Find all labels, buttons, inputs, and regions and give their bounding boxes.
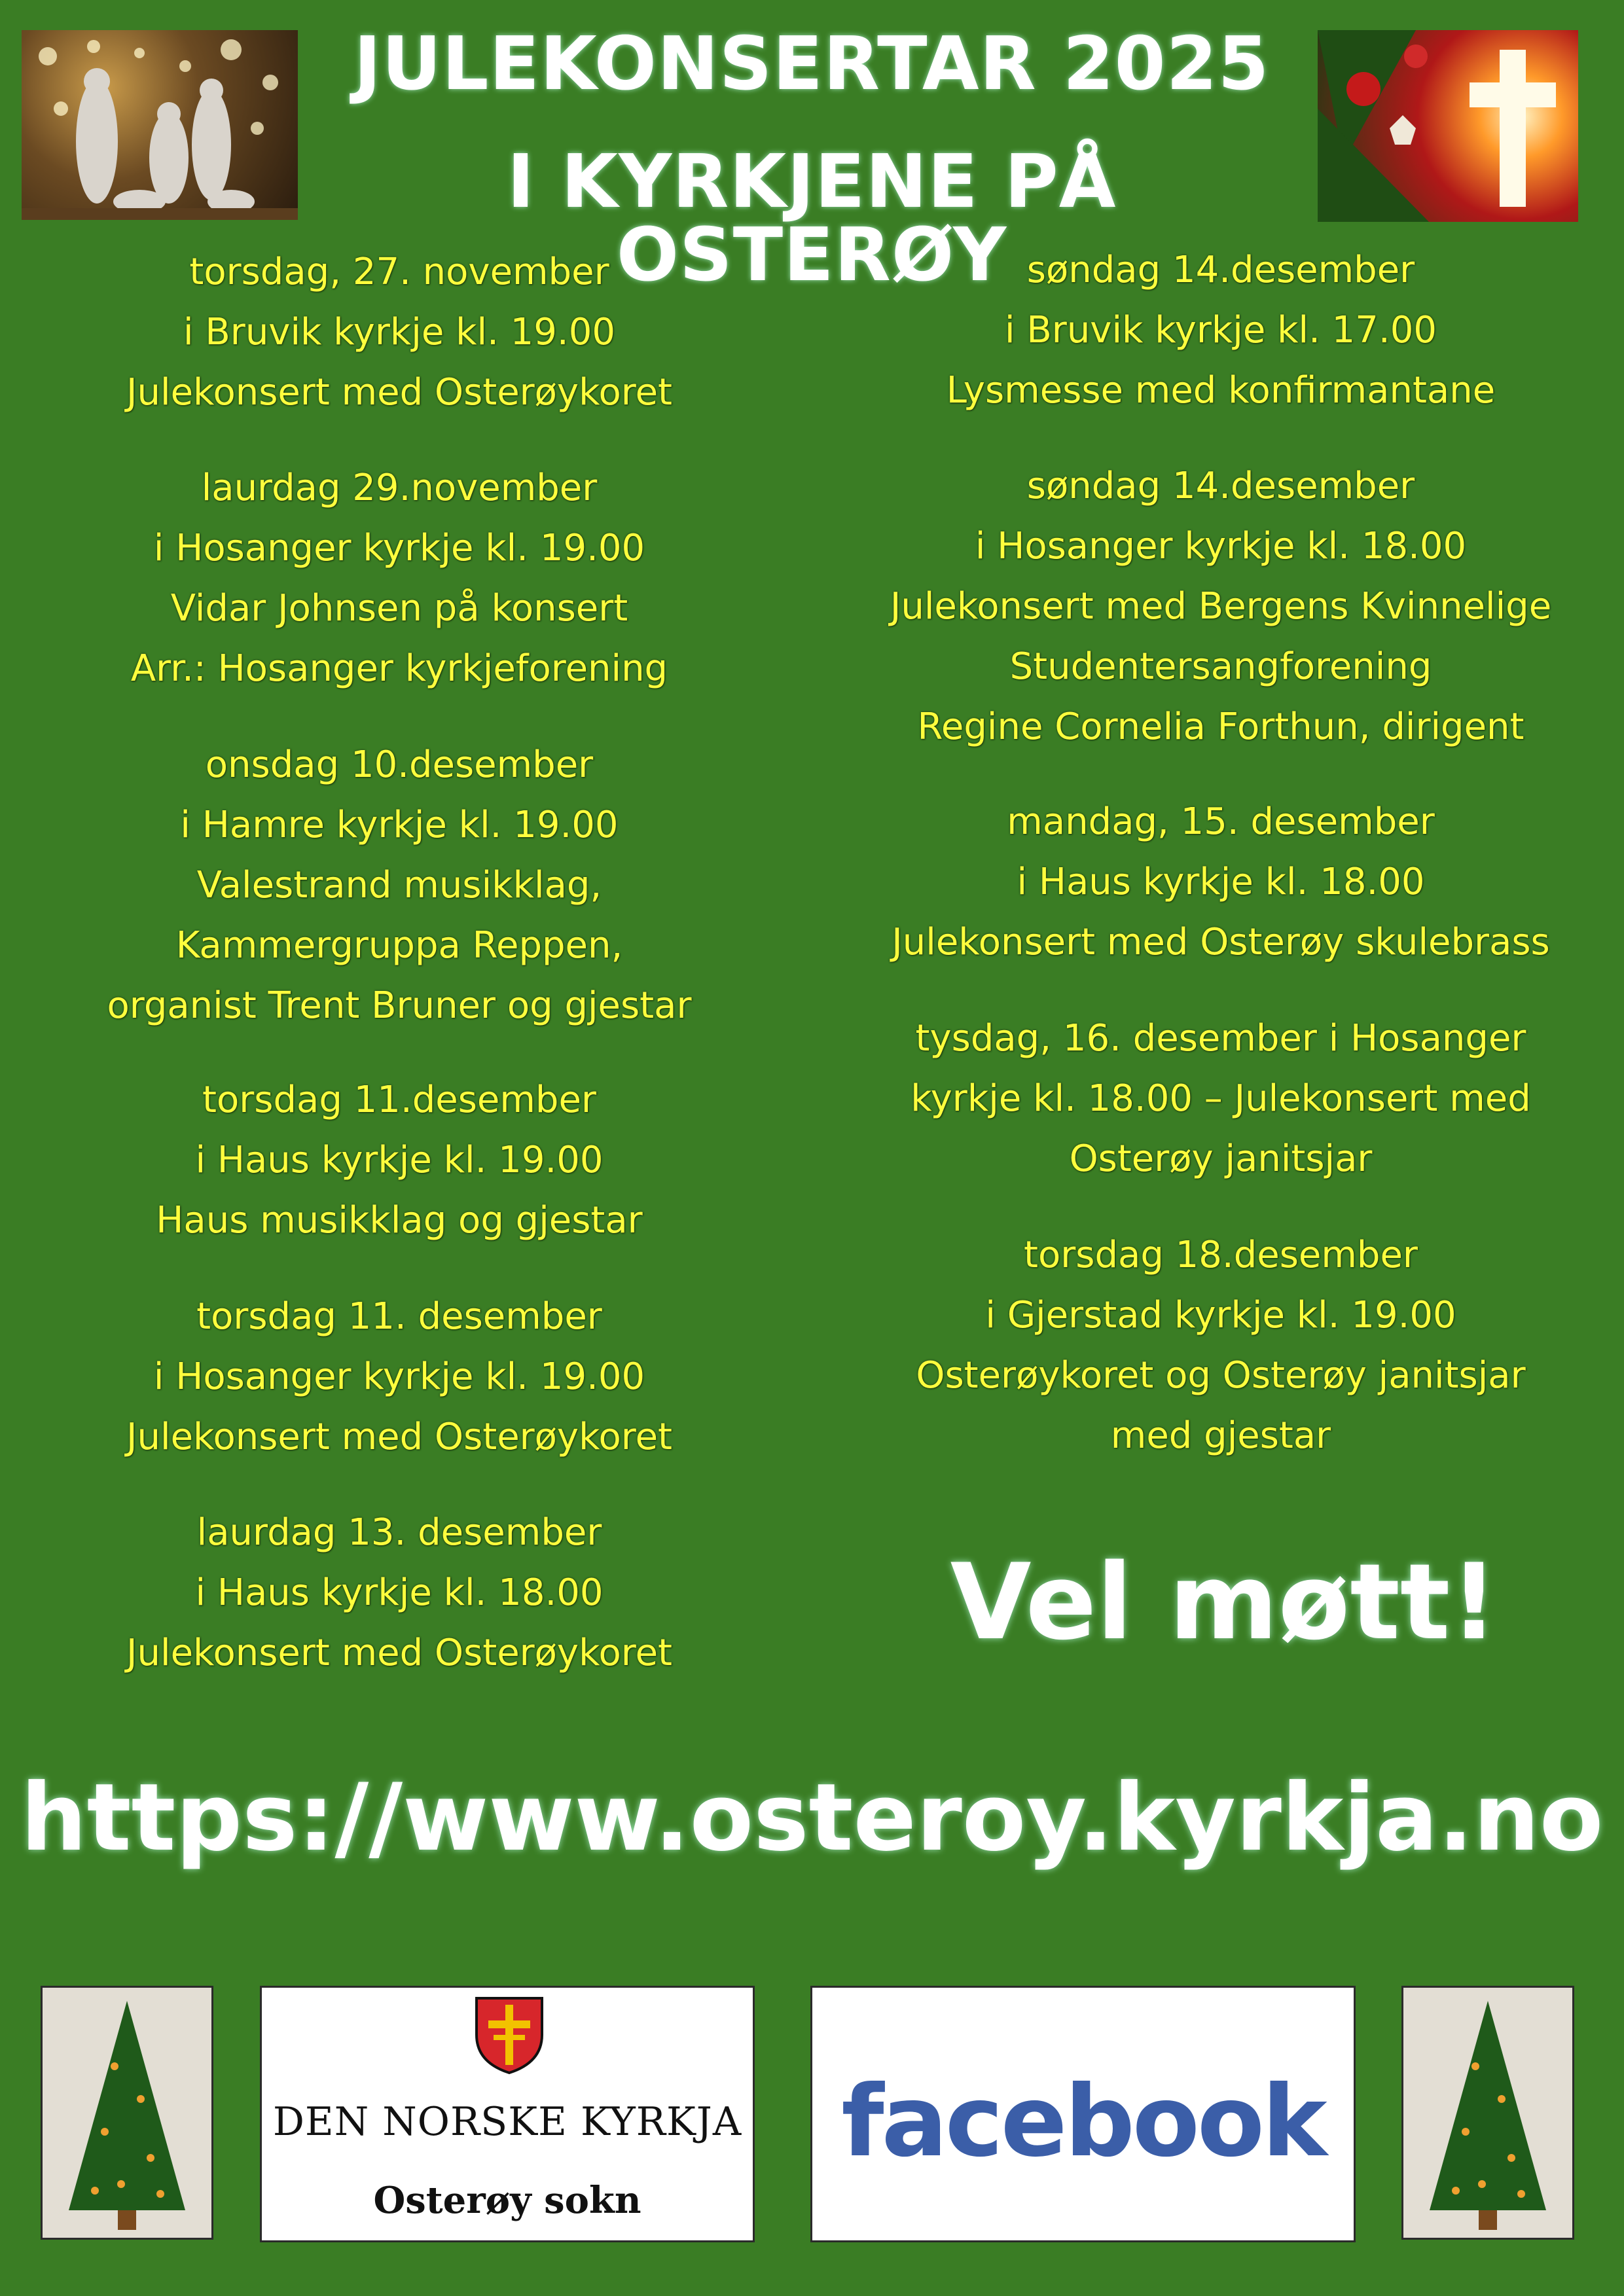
- event-desc: Julekonsert med Osterøykoret: [126, 1632, 672, 1674]
- cross-photo: [1318, 30, 1578, 222]
- event-line: Lysmesse med konfirmantane: [946, 369, 1496, 412]
- event-place: i Hosanger kyrkje kl. 19.00: [153, 527, 645, 569]
- event-line: Julekonsert med Bergens Kvinnelige: [890, 585, 1552, 628]
- event-right-1: [805, 240, 1624, 421]
- christmas-tree-photo: [1401, 1986, 1574, 2240]
- church-shield-icon: [473, 1994, 546, 2076]
- event-right-3: [805, 792, 1624, 973]
- event-left-3: [26, 735, 772, 1036]
- event-left-4: [26, 1070, 772, 1251]
- event-date: laurdag 13. desember: [196, 1511, 602, 1554]
- event-line: Osterøy janitsjar: [1069, 1138, 1373, 1180]
- event-desc: Julekonsert med Osterøykoret: [126, 1416, 672, 1458]
- welcome-text: Vel møtt!: [950, 1541, 1498, 1663]
- event-line: Studentersangforening: [1009, 645, 1432, 688]
- title-line-2: I KYRKJENE PÅ OSTERØY: [507, 139, 1117, 298]
- event-date: torsdag 11. desember: [196, 1295, 602, 1338]
- event-desc: Valestrand musikklag,: [196, 864, 602, 906]
- church-logo-box[interactable]: [260, 1986, 755, 2242]
- event-desc: Julekonsert med Osterøykoret: [126, 371, 672, 414]
- facebook-logo[interactable]: [810, 1986, 1356, 2242]
- event-line: tysdag, 16. desember i Hosanger: [915, 1017, 1526, 1060]
- event-date: laurdag 29.november: [201, 467, 598, 509]
- parish-name: Osterøy sokn: [373, 2179, 641, 2222]
- event-right-5: [805, 1225, 1624, 1466]
- event-desc: Arr.: Hosanger kyrkjeforening: [130, 647, 668, 690]
- event-desc: Kammergruppa Reppen,: [175, 924, 623, 967]
- event-line: kyrkje kl. 18.00 – Julekonsert med: [911, 1077, 1531, 1120]
- event-line: i Hosanger kyrkje kl. 18.00: [975, 525, 1467, 567]
- event-line: Osterøykoret og Osterøy janitsjar: [916, 1354, 1526, 1397]
- event-line: søndag 14.desember: [1026, 249, 1415, 291]
- event-desc: Vidar Johnsen på konsert: [170, 587, 628, 630]
- event-place: i Haus kyrkje kl. 18.00: [195, 1571, 604, 1614]
- church-name: DEN NORSKE KYRKJA: [272, 2099, 742, 2145]
- event-line: søndag 14.desember: [1026, 465, 1415, 507]
- event-line: Regine Cornelia Forthun, dirigent: [917, 706, 1525, 748]
- event-left-1: [26, 242, 772, 423]
- website-link[interactable]: https://www.osteroy.kyrkja.no: [20, 1764, 1604, 1872]
- nativity-photo: [22, 30, 298, 220]
- christmas-tree-photo: [41, 1986, 213, 2240]
- event-date: torsdag, 27. november: [189, 251, 609, 293]
- event-left-6: [26, 1503, 772, 1683]
- event-right-2: [805, 456, 1624, 757]
- event-line: i Gjerstad kyrkje kl. 19.00: [985, 1294, 1456, 1336]
- event-line: Julekonsert med Osterøy skulebrass: [892, 921, 1550, 963]
- event-line: i Bruvik kyrkje kl. 17.00: [1005, 309, 1437, 351]
- event-date: torsdag 11.desember: [202, 1079, 596, 1121]
- event-desc: organist Trent Bruner og gjestar: [107, 984, 692, 1027]
- event-place: i Hosanger kyrkje kl. 19.00: [153, 1355, 645, 1398]
- event-left-2: [26, 458, 772, 699]
- facebook-wordmark: facebook: [841, 2065, 1325, 2179]
- title-line-1: JULEKONSERTAR 2025: [353, 22, 1270, 107]
- event-left-5: [26, 1287, 772, 1467]
- event-line: i Haus kyrkje kl. 18.00: [1017, 861, 1425, 903]
- event-place: i Haus kyrkje kl. 19.00: [195, 1139, 604, 1181]
- event-line: torsdag 18.desember: [1024, 1234, 1418, 1276]
- event-line: med gjestar: [1110, 1414, 1331, 1457]
- event-desc: Haus musikklag og gjestar: [156, 1199, 643, 1242]
- event-place: i Hamre kyrkje kl. 19.00: [180, 804, 619, 846]
- event-place: i Bruvik kyrkje kl. 19.00: [183, 311, 615, 353]
- event-right-4: [805, 1009, 1624, 1189]
- event-date: onsdag 10.desember: [205, 744, 594, 786]
- event-line: mandag, 15. desember: [1007, 800, 1435, 843]
